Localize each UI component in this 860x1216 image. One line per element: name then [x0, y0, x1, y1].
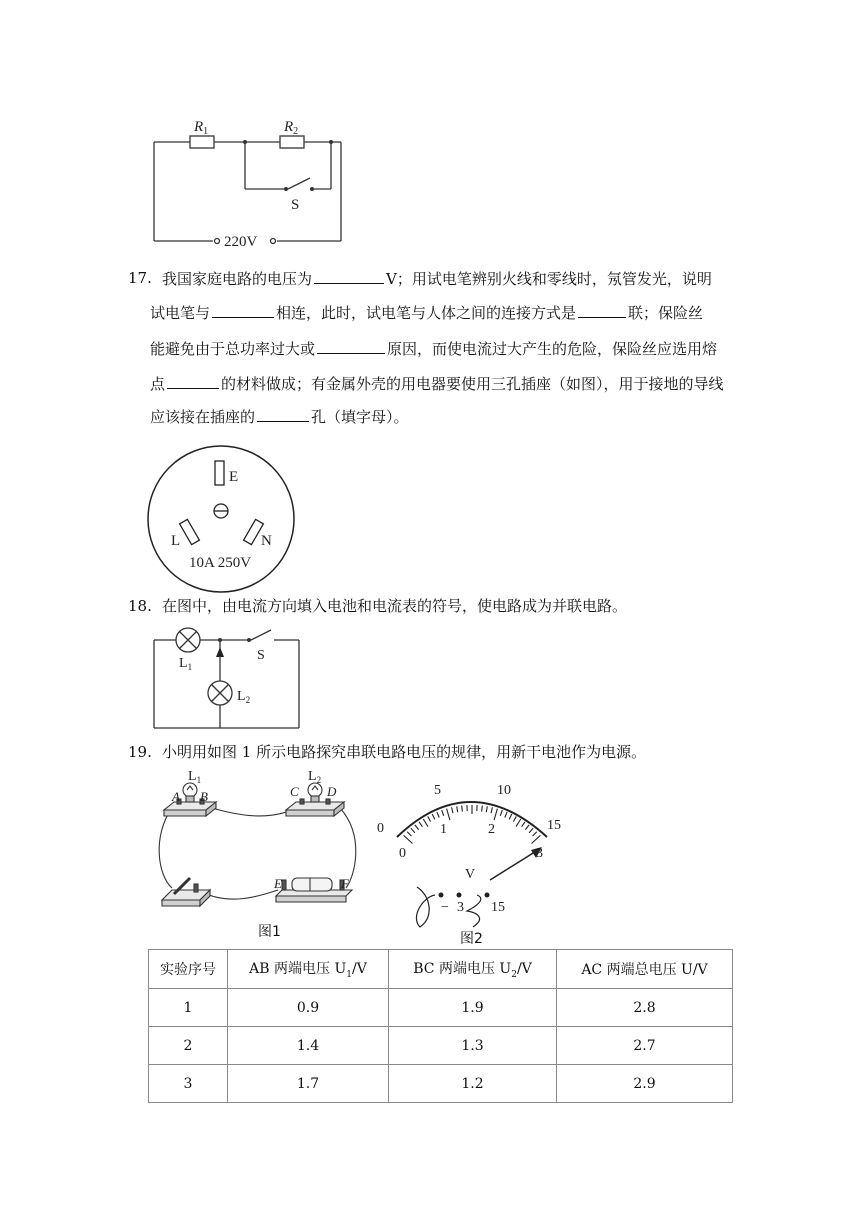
q17-line-2: 试电笔与 相连，此时，试电笔与人体之间的连接方式是 联；保险丝: [150, 304, 704, 322]
dial-tick: [415, 825, 419, 830]
table-row: [149, 1065, 733, 1103]
inner-scale-1: 1: [440, 822, 447, 837]
cell-trial: 3: [149, 1065, 228, 1103]
answer-blank-wire[interactable]: [212, 302, 274, 318]
dial-tick: [500, 810, 502, 816]
r1-label: $R_1$: [194, 119, 209, 137]
cell-bc: 1.3: [389, 1027, 557, 1065]
table-row: [149, 1027, 733, 1065]
series-parallel-circuit-figure: [140, 108, 360, 253]
dial-tick: [491, 807, 492, 813]
cell-ab: 1.4: [228, 1027, 389, 1065]
inner-scale-0: 0: [399, 846, 406, 861]
dial-tick: [516, 819, 521, 827]
q19-number: 19.: [128, 743, 152, 761]
figure-1-caption: 图1: [258, 924, 281, 940]
lamp-l2-label: $L_2$: [237, 689, 251, 705]
dial-tick: [428, 816, 431, 821]
dial-tick: [532, 835, 541, 843]
header-ab-voltage: AB 两端电压 $U_1/V$: [228, 950, 389, 989]
outer-scale-0: 0: [377, 821, 384, 836]
cell-trial: 1: [149, 989, 228, 1027]
voltage-data-table: [148, 949, 733, 1103]
q17-line-5: 应该接在插座的 孔（填字母）。: [150, 408, 409, 426]
socket-l-label: L: [171, 533, 181, 549]
physical-circuit-figure-1: [150, 766, 370, 926]
terminal-minus: −: [441, 900, 449, 915]
point-e-label: E: [274, 876, 282, 891]
switch-label: S: [291, 197, 300, 213]
dial-tick: [411, 828, 415, 833]
dial-tick: [423, 819, 428, 827]
socket-e-label: E: [229, 469, 239, 485]
figure-2-caption: 图2: [460, 931, 483, 947]
lamp-l1-label: $L_1$: [179, 656, 193, 672]
three-hole-socket-figure: [145, 443, 300, 595]
dial-tick: [522, 822, 525, 827]
unit-v-label: V: [465, 867, 476, 882]
dial-tick: [525, 825, 529, 830]
dial-tick: [513, 816, 516, 821]
cell-bc: 1.9: [389, 989, 557, 1027]
dial-tick: [509, 814, 512, 819]
r2-label: $R_2$: [284, 119, 299, 137]
table-row: [149, 989, 733, 1027]
dial-tick: [533, 832, 537, 836]
dial-tick: [404, 835, 413, 843]
source-voltage-label: 220V: [224, 234, 258, 250]
dial-tick: [529, 828, 533, 833]
q17-line-4: 点 的材料做成；有金属外壳的用电器要使用三孔插座（如图），用于接地的导线: [150, 375, 724, 393]
dial-tick: [419, 822, 422, 827]
parallel-circuit-figure: [145, 622, 305, 734]
inner-scale-2: 2: [488, 822, 495, 837]
switch-label: S: [257, 648, 265, 663]
answer-blank-voltage[interactable]: [314, 268, 384, 284]
answer-blank-melting-point[interactable]: [167, 373, 219, 389]
answer-blank-connection[interactable]: [578, 302, 626, 318]
socket-n-label: N: [261, 533, 272, 549]
q18-text: 在图中，由电流方向填入电池和电流表的符号，使电路成为并联电路。: [162, 597, 628, 615]
q17-line-3: 能避免由于总功率过大或 原因，而使电流过大产生的危险，保险丝应选用熔: [150, 340, 718, 358]
cell-ac: 2.9: [557, 1065, 733, 1103]
answer-blank-hole[interactable]: [257, 406, 309, 422]
dial-tick: [437, 812, 439, 818]
cell-ac: 2.7: [557, 1027, 733, 1065]
terminal-3: 3: [457, 900, 464, 915]
header-trial: 实验序号: [149, 950, 228, 989]
outer-scale-5: 5: [434, 783, 441, 798]
q17-number: 17.: [128, 269, 152, 287]
dial-tick: [505, 812, 507, 818]
dial-tick: [452, 807, 453, 813]
point-c-label: C: [290, 784, 299, 799]
dial-tick: [482, 806, 483, 812]
socket-rating: 10A 250V: [189, 555, 252, 571]
cell-ab: 0.9: [228, 989, 389, 1027]
outer-scale-15: 15: [547, 818, 561, 833]
header-ac-voltage: AC 两端总电压 U/V: [557, 950, 733, 989]
q18-number: 18.: [128, 597, 152, 615]
voltmeter-dial-figure-2: [375, 777, 575, 937]
cell-ab: 1.7: [228, 1065, 389, 1103]
header-bc-voltage: BC 两端电压 $U_2/V$: [389, 950, 557, 989]
answer-blank-cause[interactable]: [317, 338, 385, 354]
dial-tick: [442, 810, 444, 816]
lamp-l2-label: $L_2$: [308, 769, 322, 785]
terminal-15: 15: [491, 900, 505, 915]
outer-scale-10: 10: [497, 783, 511, 798]
dial-tick: [486, 806, 487, 812]
dial-tick: [457, 806, 458, 812]
dial-tick: [494, 809, 497, 821]
dial-tick: [432, 814, 435, 819]
q19-text: 小明用如图 1 所示电路探究串联电路电压的规律，用新干电池作为电源。: [162, 743, 647, 761]
point-a-label: A: [172, 789, 180, 804]
dial-tick: [462, 806, 463, 812]
cell-trial: 2: [149, 1027, 228, 1065]
lamp-l1-label: $L_1$: [188, 769, 202, 785]
cell-ac: 2.8: [557, 989, 733, 1027]
table-header-row: [149, 950, 733, 989]
point-f-label: F: [341, 876, 349, 891]
point-d-label: D: [327, 784, 337, 799]
cell-bc: 1.2: [389, 1065, 557, 1103]
point-b-label: B: [200, 789, 208, 804]
q17-line-1: 我国家庭电路的电压为 V；用试电笔辨别火线和零线时，氖管发光，说明: [162, 270, 712, 288]
dial-tick: [447, 809, 450, 821]
inner-scale-3: 3: [536, 846, 543, 861]
dial-tick: [407, 832, 411, 836]
